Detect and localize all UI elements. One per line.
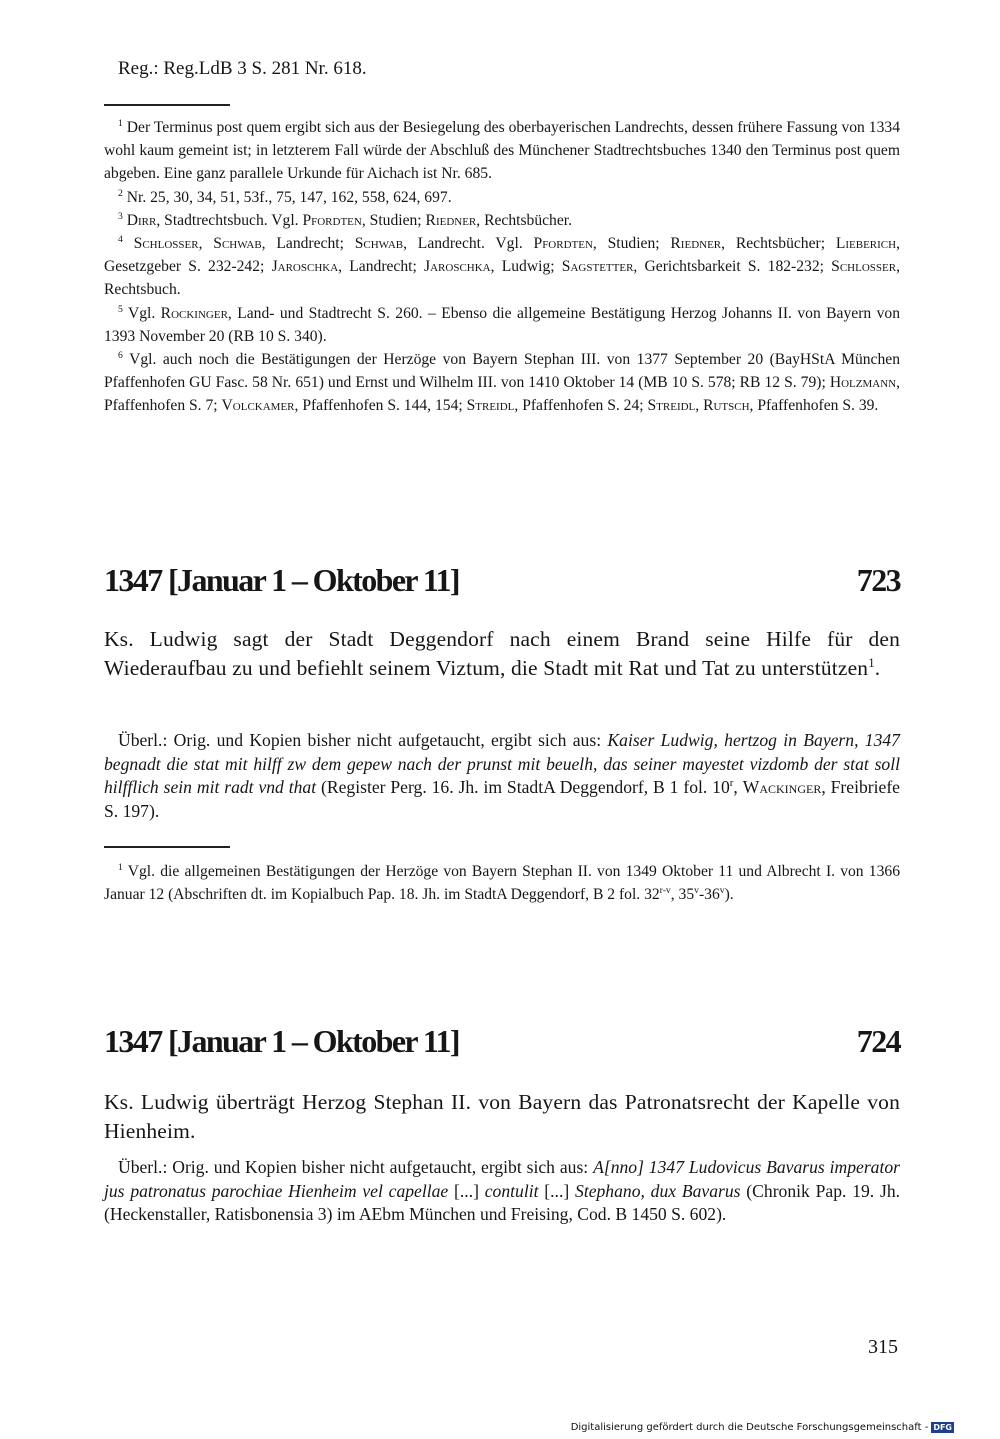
footnote <box>104 186 900 209</box>
transmission-prefix: Überl.: Orig. und Kopien bisher nicht aufgetaucht, ergibt sich aus: <box>118 1157 594 1177</box>
author-name: Lieberich <box>835 235 897 253</box>
folio-mark: r <box>729 777 734 790</box>
ellipsis: [...] <box>448 1180 485 1201</box>
footnote-text: , Rechtsbuch. <box>104 258 900 299</box>
footnote-text: , Pfaffenhofen S. 24; <box>514 397 648 415</box>
footnote-text: Vgl. auch noch die Bestätigungen der Herzöge von Bayern Stephan III. von 1377 September 20 (BayHStA München Pfaffenhofen GU Fasc. 58 Nr. 651) und Ernst und Wilhelm III. von 1410 Oktober 14 (MB 10 S. 578; RB 12 S. 79); <box>104 351 900 392</box>
source-text: , <box>733 777 743 797</box>
entry-heading-723 <box>104 562 900 602</box>
author-name: Sagstetter <box>561 258 634 276</box>
author-name: Jaroschka <box>271 258 339 276</box>
footnote-mark: 3 <box>118 210 123 222</box>
regest-text: Ks. Ludwig überträgt Herzog Stephan II. von Bayern das Patronatsrecht der Kapelle von Hienheim. <box>104 1090 900 1143</box>
author-name: Schwab <box>213 235 262 253</box>
dfg-logo: DFG <box>933 1423 952 1432</box>
footnote-text: , Gesetzgeber S. 232-242; <box>104 235 900 276</box>
footnote-text: Vgl. <box>127 304 161 322</box>
author-name: Dirr <box>126 211 157 229</box>
author-name: Pfordten <box>302 211 362 229</box>
author-name: Pfordten <box>533 235 593 253</box>
entry-transmission-723 <box>104 729 900 823</box>
footnote-text: Nr. 25, 30, 34, 51, 53f., 75, 147, 162, 558, 624, 697. <box>126 188 452 206</box>
footnote-text: , Landrecht. Vgl. <box>403 235 534 253</box>
footnote-text: , Land- und Stadtrecht S. 260. – Ebenso die allgemeine Bestätigung Herzog Johanns II. von Bayern von 1393 November 20 (RB 10 S. 340). <box>104 304 900 345</box>
footnote-text: , Pfaffenhofen S. 144, 154; <box>294 397 467 415</box>
footnote-text: , Pfaffenhofen S. 7; <box>104 374 900 415</box>
ellipsis: [...] <box>538 1180 576 1201</box>
quoted-source-text: Stephano, dux Bavarus <box>575 1180 741 1201</box>
entry-transmission-724 <box>104 1156 900 1227</box>
footnote <box>104 116 900 186</box>
folio-mark: r-v <box>659 885 671 897</box>
author-name: Wackinger <box>742 777 822 797</box>
footnote-text: Der Terminus post quem ergibt sich aus der Besiegelung des oberbayerischen Landrechts, dessen frühere Fassung von 1334 wohl kaum gemeint ist; in letzterem Fall würde der Abschluß des Münchener Stadtrechtsbuches 1340 den Terminus post quem abgeben. Eine ganz parallele Urkunde für Aichach ist Nr. 685. <box>104 119 900 183</box>
author-name: Schwab <box>354 235 404 253</box>
footnote-mark: 2 <box>118 187 123 199</box>
author-name: Streidl <box>466 397 515 415</box>
entry-number: 723 <box>856 562 900 598</box>
footnote-text: , 35 <box>670 886 695 904</box>
footnote-723 <box>104 860 900 906</box>
quoted-source-text: contulit <box>484 1180 539 1201</box>
entry-regest-724 <box>104 1088 900 1145</box>
author-name: Holzmann <box>829 374 897 392</box>
footnote-text: , Ludwig; <box>490 258 562 276</box>
footnote-text: , Studien; <box>592 235 671 253</box>
footnote-mark: 1 <box>118 861 123 873</box>
entry-date: 1347 [Januar 1 – Oktober 11] <box>104 1023 459 1059</box>
author-name: Jaroschka <box>424 258 491 276</box>
footnote-text: , <box>695 397 704 415</box>
footnote <box>104 232 900 302</box>
author-name: Schlosser <box>831 258 897 276</box>
footnote-text: , Gerichtsbarkeit S. 182-232; <box>633 258 832 276</box>
footnote-text: , Stadtrechtsbuch. Vgl. <box>156 211 303 229</box>
footnote-mark: 1 <box>118 117 123 129</box>
folio-mark: v <box>694 885 699 897</box>
source-text: (Register Perg. 16. Jh. im StadtA Deggendorf, B 1 fol. 10 <box>316 777 730 797</box>
footnote-mark: 6 <box>118 349 123 361</box>
footnote-text: , <box>198 235 214 253</box>
author-name: Riedner <box>425 211 477 229</box>
footnote <box>104 209 900 232</box>
footnote-text: ). <box>724 886 734 904</box>
footnote-rule <box>104 846 230 848</box>
footer-text: Digitalisierung gefördert durch die Deutsche Forschungsgemeinschaft - <box>570 1422 929 1433</box>
author-name: Streidl <box>647 397 696 415</box>
quoted-source-text: Kaiser Ludwig, hertzog in Bayern, 1347 begnadt die stat mit hilff zw dem gepew nach der prunst mit beuelh, das seiner mayestet vizdomb der stat soll hilfflich sein mit radt vnd that <box>104 730 900 797</box>
footnote <box>104 348 900 418</box>
source-text: (Chronik Pap. 19. Jh. (Heckenstaller, Ratisbonensia 3) im AEbm München und Freising, Cod. B 1450 S. 602). <box>104 1180 901 1224</box>
author-name: Volckamer <box>221 397 295 415</box>
footnote-text: -36 <box>698 886 720 904</box>
entry-heading-724 <box>104 1023 900 1063</box>
footnote-text: , Rechtsbücher; <box>721 235 836 253</box>
footnote-mark: 1 <box>868 655 875 670</box>
footnote-text: , Landrecht; <box>338 258 425 276</box>
transmission-prefix: Überl.: Orig. und Kopien bisher nicht aufgetaucht, ergibt sich aus: <box>118 730 608 750</box>
regest-end: . <box>874 655 881 680</box>
footnote-text: , Pfaffenhofen S. 39. <box>749 397 879 415</box>
entry-date: 1347 [Januar 1 – Oktober 11] <box>104 562 459 598</box>
author-name: Rockinger <box>160 304 228 322</box>
page-number: 315 <box>868 1336 898 1358</box>
folio-mark: v <box>719 885 725 897</box>
source-text: , Freibriefe S. 197). <box>104 777 900 821</box>
digitization-footer <box>571 1422 954 1433</box>
footnote-mark: 5 <box>118 303 123 315</box>
entry-number: 724 <box>856 1023 900 1059</box>
footnote <box>104 302 900 348</box>
quoted-source-text: A[nno] 1347 Ludovicus Bavarus imperator jus patronatus parochiae Hienheim vel capellae <box>104 1157 901 1201</box>
regest-text: Ks. Ludwig sagt der Stadt Deggendorf nach einem Brand seine Hilfe für den Wiederaufbau zu und befiehlt seinem Viztum, die Stadt mit Rat und Tat zu unterstützen <box>104 627 900 680</box>
registry-reference: Reg.: Reg.LdB 3 S. 281 Nr. 618. <box>118 58 367 79</box>
footnote-rule <box>104 104 230 106</box>
footnote-text: , Rechtsbücher. <box>476 211 572 229</box>
footnotes-previous-entry <box>104 116 900 418</box>
author-name: Schlosser <box>133 235 199 253</box>
footnote-text: Vgl. die allgemeinen Bestätigungen der Herzöge von Bayern Stephan II. von 1349 Oktober 11 und Albrecht I. von 1366 Januar 12 (Abschriften dt. im Kopialbuch Pap. 18. Jh. im StadtA Deggendorf, B 2 fol. 32 <box>104 863 900 904</box>
entry-regest-723 <box>104 625 900 682</box>
author-name: Riedner <box>670 235 722 253</box>
footnote-text: , Landrecht; <box>261 235 355 253</box>
author-name: Rutsch <box>703 397 750 415</box>
footnote-text: , Studien; <box>361 211 426 229</box>
footnote-mark: 4 <box>118 233 123 245</box>
